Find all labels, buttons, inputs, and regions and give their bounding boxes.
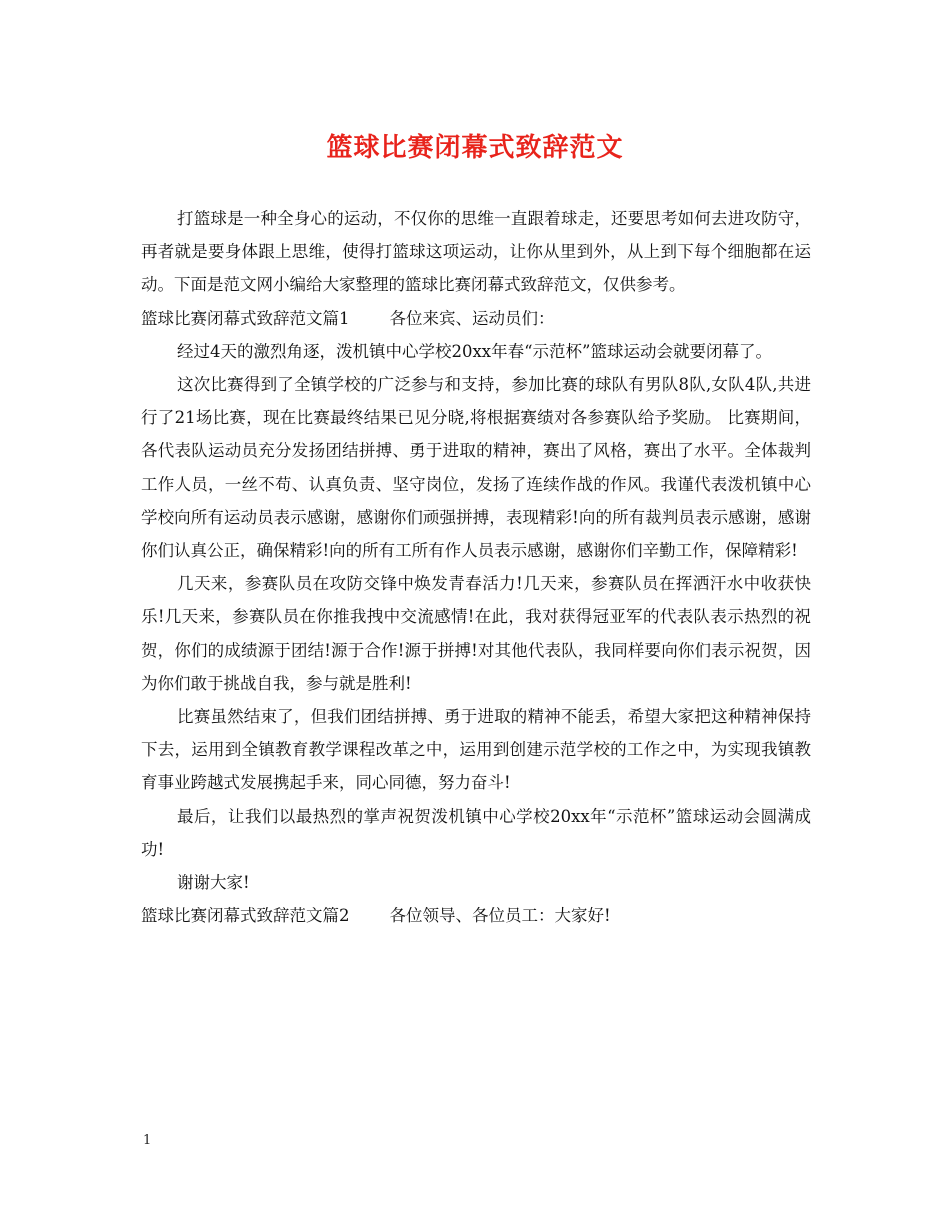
body-paragraph: 比赛虽然结束了，但我们团结拼搏、勇于进取的精神不能丢，希望大家把这种精神保持下去，运用到全镇教育教学课程改革之中，运用到创建示范学校的工作之中，为实现我镇教育事业跨越式发展携起手来，同心同德，努力奋斗! (141, 707, 811, 793)
document-body (141, 202, 811, 932)
page-number: 1 (143, 1133, 152, 1148)
section-2-greeting: 各位领导、各位员工：大家好! (389, 906, 611, 926)
section-1-heading-line (141, 302, 811, 335)
body-paragraph: 经过4天的激烈角逐，泼机镇中心学校20xx年春“示范杯”篮球运动会就要闭幕了。 (177, 341, 772, 361)
body-paragraph: 几天来，参赛队员在攻防交锋中焕发青春活力!几天来，参赛队员在挥洒汗水中收获快乐!几天来，参赛队员在你推我拽中交流感情!在此，我对获得冠亚军的代表队表示热烈的祝贺，你们的成绩源于团结!源于合作!源于拼搏!对其他代表队，我同样要向你们表示祝贺，因为你们敢于挑战自我，参与就是胜利! (141, 574, 811, 693)
document-title: 篮球比赛闭幕式致辞范文 (326, 133, 624, 163)
body-paragraph: 这次比赛得到了全镇学校的广泛参与和支持，参加比赛的球队有男队8队,女队4队,共进行了21场比赛，现在比赛最终结果已见分晓,将根据赛绩对各参赛队给予奖励。 比赛期间，各代表队运动员充分发扬团结拼搏、勇于进取的精神，赛出了风格，赛出了水平。全体裁判工作人员，一丝不苟、认真负责、坚守岗位，发扬了连续作战的作风。我谨代表泼机镇中心学校向所有运动员表示感谢，感谢你们顽强拼搏，表现精彩!向的所有裁判员表示感谢，感谢你们认真公正，确保精彩!向的所有工所有作人员表示感谢，感谢你们辛勤工作，保障精彩! (141, 375, 811, 561)
section-2-heading-line (141, 899, 811, 932)
closing-thanks: 谢谢大家! (177, 873, 250, 893)
section-1-greeting: 各位来宾、运动员们： (389, 308, 555, 328)
body-paragraph: 最后，让我们以最热烈的掌声祝贺泼机镇中心学校20xx年“示范杯”篮球运动会圆满成功! (141, 806, 811, 859)
section-1-heading: 篮球比赛闭幕式致辞范文篇1 (141, 308, 350, 328)
intro-paragraph: 打篮球是一种全身心的运动，不仅你的思维一直跟着球走，还要思考如何去进攻防守，再者就是要身体跟上思维，使得打篮球这项运动，让你从里到外，从上到下每个细胞都在运动。下面是范文网小编给大家整理的篮球比赛闭幕式致辞范文，仅供参考。 (141, 209, 811, 295)
section-2-heading: 篮球比赛闭幕式致辞范文篇2 (141, 906, 350, 926)
